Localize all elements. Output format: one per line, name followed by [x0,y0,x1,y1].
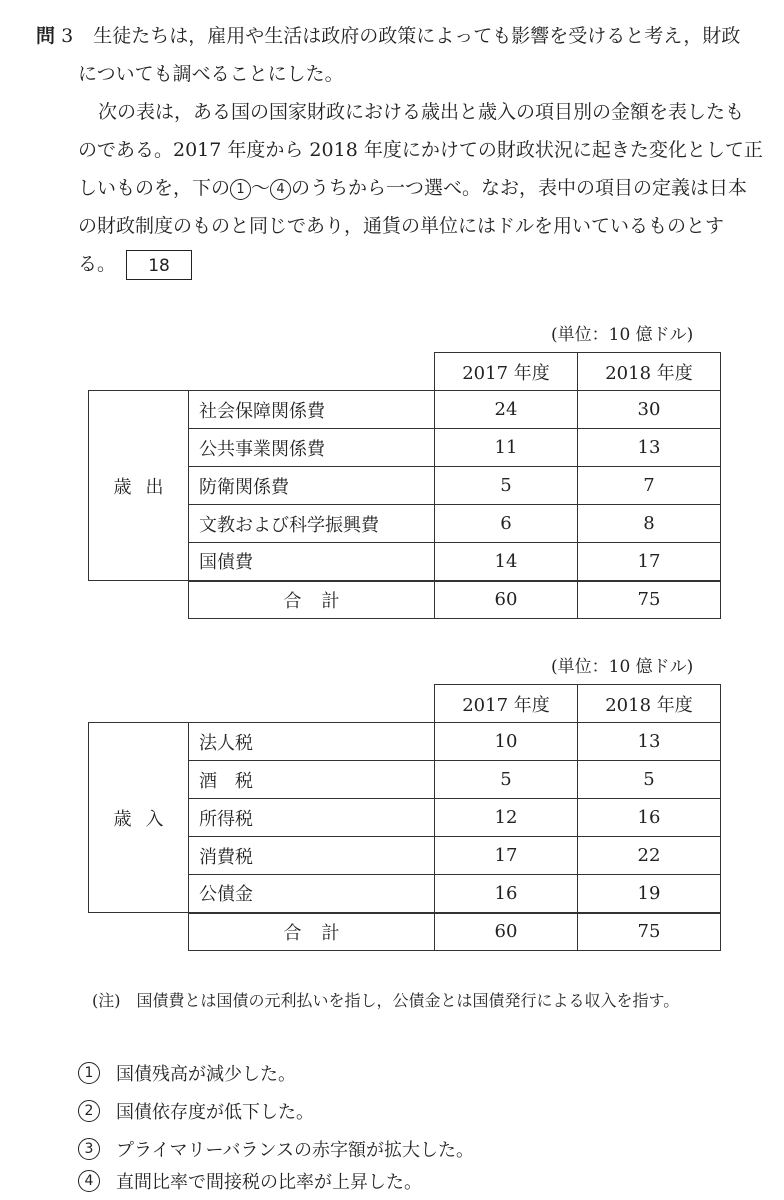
revenue-table [88,684,721,951]
choice-mark: 1 [78,1062,100,1084]
question-line-5c: のうちから一つ選べ。なお，表中の項目の定義は日本 [291,177,748,199]
row-value-2018: 13 [578,429,721,467]
question-header [36,24,740,48]
question-line-7 [78,250,192,280]
choice-range-end: 4 [270,179,291,200]
row-item: 法人税 [189,723,435,761]
total-2017: 60 [435,581,578,619]
choice-text: プライマリーバランスの赤字額が拡大した。 [116,1140,475,1161]
choice-4[interactable] [78,1168,422,1194]
answer-box[interactable]: 18 [126,250,192,280]
table-row [89,723,721,761]
total-label: 合計 [189,913,435,951]
row-value-2018: 30 [578,391,721,429]
row-value-2018: 16 [578,799,721,837]
row-value-2017: 6 [435,505,578,543]
row-item: 文教および科学振興費 [189,505,435,543]
question-line-4: のである。2017 年度から 2018 年度にかけての財政状況に起きた変化として正 [78,139,763,161]
row-item: 防衛関係費 [189,467,435,505]
table-row [89,391,721,429]
total-2018: 75 [578,581,721,619]
row-item: 消費税 [189,837,435,875]
choice-range-start: 1 [230,179,251,200]
row-item: 酒 税 [189,761,435,799]
expenditure-table [88,352,721,619]
question-line-5a: しいものを，下の [78,177,231,199]
row-value-2017: 16 [435,875,578,913]
row-value-2018: 8 [578,505,721,543]
question-line-6: の財政制度のものと同じであり，通貨の単位にはドルを用いているものとす [78,215,725,237]
total-label: 合計 [189,581,435,619]
revenue-category: 歳入 [89,723,189,913]
row-item: 公共事業関係費 [189,429,435,467]
question-line-7-text: る。 [78,253,117,275]
header-2017: 2017 年度 [435,353,578,391]
row-item: 所得税 [189,799,435,837]
question-line-5 [78,176,747,200]
question-line-1: 生徒たちは，雇用や生活は政府の政策によっても影響を受けると考え，財政 [93,25,741,47]
choice-text: 直間比率で間接税の比率が上昇した。 [116,1172,422,1193]
expenditure-unit: (単位：10 億ドル) [551,325,694,345]
table-note: (注) 国債費とは国債の元利払いを指し，公債金とは国債発行による収入を指す。 [92,991,680,1010]
choice-text: 国債依存度が低下した。 [116,1102,314,1123]
total-row [89,581,721,619]
row-item: 社会保障関係費 [189,391,435,429]
row-value-2018: 19 [578,875,721,913]
table-header-row [89,685,721,723]
choice-3[interactable] [78,1136,474,1162]
row-value-2017: 5 [435,467,578,505]
row-value-2017: 5 [435,761,578,799]
choice-text: 国債残高が減少した。 [116,1064,296,1085]
table-header-row [89,353,721,391]
header-2018: 2018 年度 [578,685,721,723]
row-value-2017: 10 [435,723,578,761]
total-2017: 60 [435,913,578,951]
question-label: 問 [36,25,56,47]
choice-2[interactable] [78,1098,314,1124]
row-value-2018: 17 [578,543,721,581]
header-2018: 2018 年度 [578,353,721,391]
revenue-unit: (単位：10 億ドル) [551,657,694,677]
row-value-2017: 12 [435,799,578,837]
row-value-2017: 17 [435,837,578,875]
question-line-5b: ～ [251,177,271,199]
choice-mark: 3 [78,1138,100,1160]
choice-mark: 4 [78,1170,100,1192]
row-item: 国債費 [189,543,435,581]
row-item: 公債金 [189,875,435,913]
question-line-2: についても調べることにした。 [78,63,344,85]
question-number: 3 [61,25,74,47]
total-2018: 75 [578,913,721,951]
row-value-2017: 11 [435,429,578,467]
row-value-2017: 24 [435,391,578,429]
row-value-2017: 14 [435,543,578,581]
choice-mark: 2 [78,1100,100,1122]
question-line-3: 次の表は，ある国の国家財政における歳出と歳入の項目別の金額を表したも [98,101,745,123]
expenditure-category: 歳出 [89,391,189,581]
choice-1[interactable] [78,1060,296,1086]
row-value-2018: 13 [578,723,721,761]
header-2017: 2017 年度 [435,685,578,723]
row-value-2018: 22 [578,837,721,875]
row-value-2018: 7 [578,467,721,505]
row-value-2018: 5 [578,761,721,799]
total-row [89,913,721,951]
